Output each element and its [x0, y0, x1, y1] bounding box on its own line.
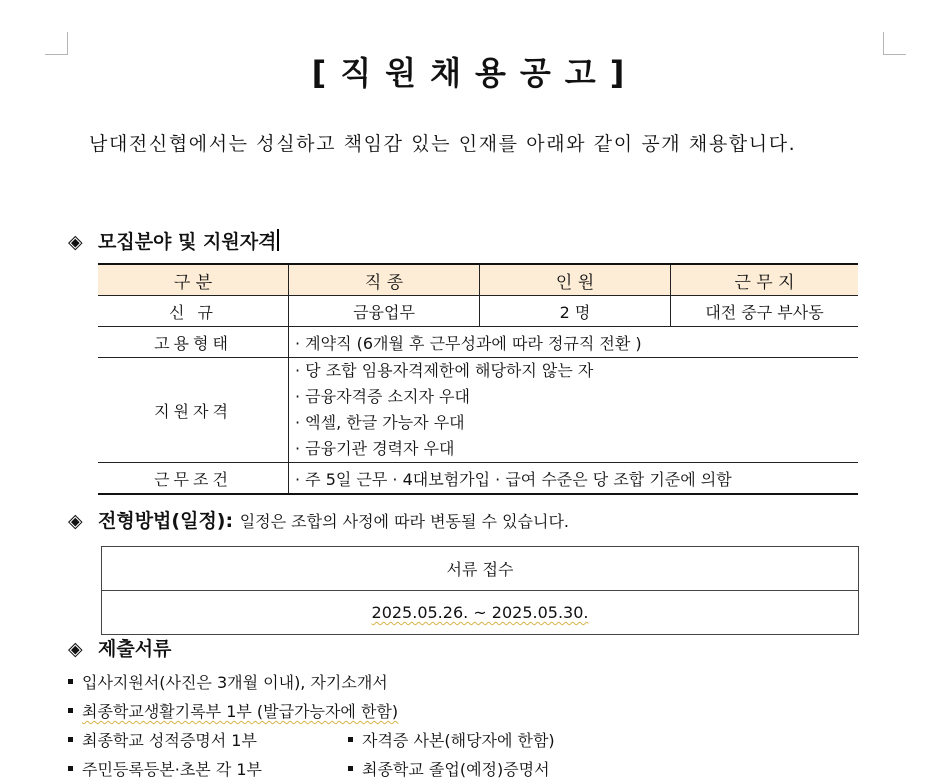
- diamond-bullet-icon: ◈: [68, 510, 83, 532]
- cell-count: 2 명: [480, 296, 671, 327]
- qualification-label: 지원자격: [98, 358, 289, 463]
- square-bullet-icon: [68, 679, 73, 684]
- documents-heading-text: 제출서류: [98, 638, 172, 660]
- schedule-period-cell: 2025.05.26. ~ 2025.05.30.: [102, 591, 859, 635]
- conditions-label: 근무조건: [98, 463, 289, 495]
- header-cell-count: 인 원: [480, 264, 671, 296]
- selection-note: 일정은 조합의 사정에 따라 변동될 수 있습니다.: [239, 512, 569, 531]
- document-item: 최종학교 성적증명서 1부: [82, 731, 257, 750]
- square-bullet-icon: [348, 766, 353, 771]
- employment-label: 고용형태: [98, 327, 289, 358]
- header-cell-job: 직 종: [289, 264, 480, 296]
- table-row: [98, 327, 858, 358]
- document-title: [직원채용공고]: [311, 54, 639, 92]
- table-row: [98, 296, 858, 327]
- square-bullet-icon: [68, 708, 73, 713]
- square-bullet-icon: [68, 766, 73, 771]
- diamond-bullet-icon: ◈: [68, 231, 83, 253]
- schedule-table: [101, 546, 859, 635]
- selection-section-heading: [68, 506, 569, 533]
- header-cell-location: 근 무 지: [671, 264, 859, 296]
- table-header-row: [98, 264, 858, 296]
- table-row: [98, 358, 858, 463]
- qualification-item: · 당 조합 임용자격제한에 해당하지 않는 자: [295, 361, 594, 380]
- cell-location: 대전 중구 부사동: [671, 296, 859, 327]
- document-item: 주민등록등본·초본 각 1부: [82, 760, 262, 779]
- table-row: [102, 591, 859, 635]
- document-item: 최종학교생활기록부 1부 (발급가능자에 한함): [82, 702, 399, 721]
- selection-heading-text: 전형방법(일정):: [98, 510, 234, 532]
- employment-value: · 계약직 (6개월 후 근무성과에 따라 정규직 전환 ): [289, 327, 859, 358]
- table-row: [102, 547, 859, 591]
- recruit-section-heading: [68, 227, 279, 254]
- table-row: [98, 463, 858, 495]
- recruit-table: [98, 263, 858, 495]
- recruit-heading-text: 모집분야 및 지원자격: [98, 231, 277, 253]
- intro-paragraph: 남대전신협에서는 성실하고 책임감 있는 인재를 아래와 같이 공개 채용합니다.: [89, 133, 797, 155]
- cell-type: 신 규: [98, 296, 289, 327]
- square-bullet-icon: [68, 737, 73, 742]
- qualification-item: · 금융기관 경력자 우대: [295, 439, 455, 458]
- header-cell-category: 구 분: [98, 264, 289, 296]
- schedule-header-cell: 서류 접수: [102, 547, 859, 591]
- qualification-item: · 엑셀, 한글 가능자 우대: [295, 413, 465, 432]
- qualification-values: [289, 358, 859, 463]
- document-item: 입사지원서(사진은 3개월 이내), 자기소개서: [82, 673, 388, 692]
- cell-job: 금융업무: [289, 296, 480, 327]
- text-cursor: [277, 229, 279, 251]
- documents-section-heading: [68, 634, 171, 661]
- square-bullet-icon: [348, 737, 353, 742]
- document-item: 최종학교 졸업(예정)증명서: [362, 760, 550, 779]
- conditions-value: · 주 5일 근무 · 4대보험가입 · 급여 수준은 당 조합 기준에 의함: [289, 463, 859, 495]
- qualification-item: · 금융자격증 소지자 우대: [295, 387, 470, 406]
- diamond-bullet-icon: ◈: [68, 638, 83, 660]
- document-item: 자격증 사본(해당자에 한함): [362, 731, 555, 750]
